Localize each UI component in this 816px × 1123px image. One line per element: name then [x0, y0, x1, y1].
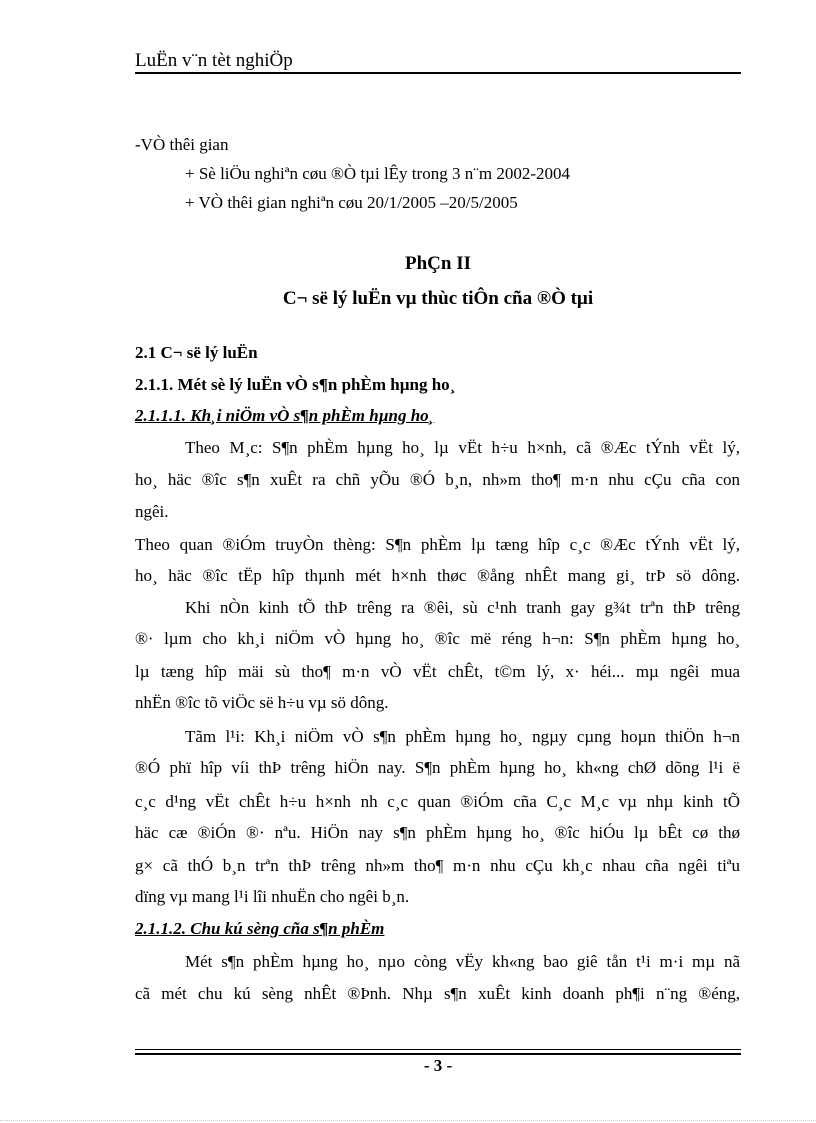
- paragraph-line: lµ tæng hîp mäi sù tho¶ m·n vÒ vËt chÊt, t©m lý, x· héi... mµ ngêi mua: [135, 662, 740, 681]
- paragraph-line: g× cã thÓ b¸n trªn thÞ trêng nh»m tho¶ m·n nhu cÇu kh¸c nhau cña ngêi tiªu: [135, 856, 740, 875]
- section-heading-2-1-1-2: 2.1.1.2. Chu kú sèng cña s¶n phÈm: [135, 919, 385, 938]
- header-rule: [135, 72, 741, 74]
- paragraph-line: Khi nÒn kinh tÕ thÞ trêng ra ®êi, sù c¹nh tranh gay g¾t trªn thÞ trêng: [185, 598, 740, 617]
- paragraph-line: ®Ó phï hîp víi thÞ trêng hiÖn nay. S¶n phÈm hµng ho¸ kh«ng chØ dõng l¹i ë: [135, 758, 740, 777]
- paragraph-line: Theo M¸c: S¶n phÈm hµng ho¸ lµ vËt h÷u h×nh, cã ®Æc tÝnh vËt lý,: [185, 438, 740, 457]
- paragraph-line: häc cæ ®iÓn ®· nªu. HiÖn nay s¶n phÈm hµng ho¸ ®îc hiÓu lµ bÊt cø thø: [135, 823, 740, 842]
- section-heading-2-1-1-1: 2.1.1.1. Kh¸i niÖm vÒ s¶n phÈm hµng ho¸: [135, 406, 435, 425]
- part-title: C¬ së lý luËn vµ thùc tiÔn cña ®Ò tµi: [282, 288, 594, 309]
- paragraph-line: ngêi.: [135, 502, 169, 521]
- running-header: LuËn v¨n tèt nghiÖp: [135, 50, 293, 71]
- paragraph-line: Mét s¶n phÈm hµng ho¸ nµo còng vËy kh«ng bao giê tån t¹i m·i mµ nã: [185, 952, 740, 971]
- page-number: - 3 -: [423, 1056, 453, 1075]
- section-heading-2-1-1: 2.1.1. Mét sè lý luËn vÒ s¶n phÈm hµng ho¸: [135, 375, 456, 394]
- intro-line-3: + VÒ thêi gian nghiªn cøu 20/1/2005 –20/5/2005: [185, 193, 518, 212]
- paragraph-line: c¸c d¹ng vËt chÊt h÷u h×nh nh c¸c quan ®iÓm cña C¸c M¸c vµ nhµ kinh tÕ: [135, 792, 740, 811]
- paragraph-line: ho¸ häc ®îc tËp hîp thµnh mét h×nh thøc ®ång nhÊt mang gi¸ trÞ sö dông.: [135, 566, 740, 585]
- intro-line-2: + Sè liÖu nghiªn cøu ®Ò tµi lÊy trong 3 n¨m 2002-2004: [185, 164, 570, 183]
- paragraph-line: dïng vµ mang l¹i lîi nhuËn cho ngêi b¸n.: [135, 887, 410, 906]
- footer-rule-thick: [135, 1053, 741, 1055]
- page-edge-divider: [0, 1120, 816, 1121]
- paragraph-line: nhËn ®îc tõ viÖc së h÷u vµ sö dông.: [135, 693, 389, 712]
- paragraph-line: ®· lµm cho kh¸i niÖm vÒ hµng ho¸ ®îc më réng h¬n: S¶n phÈm hµng ho¸: [135, 629, 740, 648]
- paragraph-line: Theo quan ®iÓm truyÒn thèng: S¶n phÈm lµ tæng hîp c¸c ®Æc tÝnh vËt lý,: [135, 535, 740, 554]
- section-heading-2-1: 2.1 C¬ së lý luËn: [135, 343, 258, 362]
- intro-line-1: -VÒ thêi gian: [135, 135, 229, 154]
- paragraph-line: cã mét chu kú sèng nhÊt ®Þnh. Nhµ s¶n xuÊt kinh doanh ph¶i n¨ng ®éng,: [135, 984, 740, 1003]
- paragraph-line: ho¸ häc ®îc s¶n xuÊt ra chñ yÕu ®Ó b¸n, nh»m tho¶ m·n nhu cÇu cña con: [135, 470, 740, 489]
- paragraph-line: Tãm l¹i: Kh¸i niÖm vÒ s¶n phÈm hµng ho¸ ngµy cµng hoµn thiÖn h¬n: [185, 727, 740, 746]
- footer-rule-thin: [135, 1049, 741, 1050]
- part-number: PhÇn II: [405, 253, 471, 274]
